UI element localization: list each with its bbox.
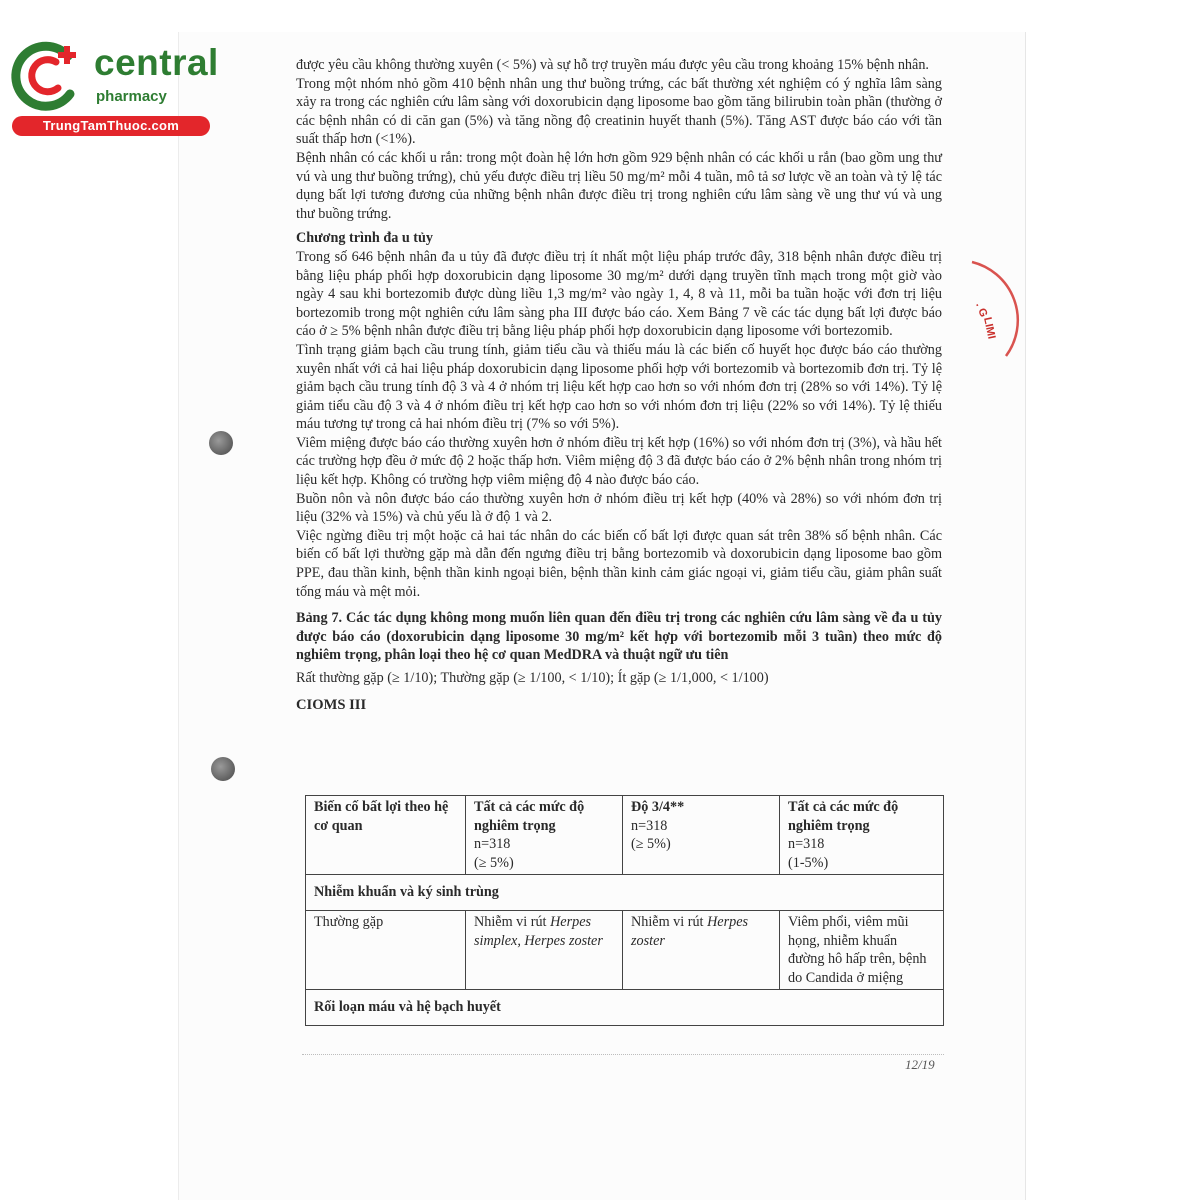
header-all-grades: Tất cả các mức độ nghiêm trọng n=318 (≥ 5%) [466, 796, 623, 875]
cell-grade-3-4: Nhiễm vi rút Herpes zoster [623, 910, 780, 989]
paragraph-discontinuation: Việc ngừng điều trị một hoặc cả hai tác nhân do các biến cố bất lợi được quan sát trên 38% số bệnh nhân. Các biến cố bất lợi thường gặp mà dẫn đến ngưng điều trị bằng bortezomib và doxorubicin dạng liposome bao gồm PPE, đau thần kinh, bệnh thần kinh ngoại biên, bệnh thần kinh cảm giác ngoại vi, giảm tiểu cầu, giảm phân suất tống máu và mệt mỏi. [296, 527, 942, 600]
paragraph-myeloma-program: Trong số 646 bệnh nhân đa u tủy đã được điều trị ít nhất một liệu pháp trước đây, 318 bệnh nhân được điều trị bằng liệu pháp phối hợp doxorubicin dạng liposome 30 mg/m² dưới dạng truyền tĩnh mạch trong một giờ vào ngày 4 sau khi bortezomib được dùng liều 1,3 mg/m² vào ngày 1, 4, 8 và 11, mỗi ba tuần hoặc với đơn trị liệu bortezomib trong một nghiên cứu lâm sàng pha III được báo cáo. Xem Bảng 7 về các tác dụng bất lợi được báo cáo ở ≥ 5% bệnh nhân được điều trị bằng liệu pháp phối hợp doxorubicin dạng liposome với bortezomib. [296, 248, 942, 340]
table-section-row [306, 990, 944, 1026]
table-row [306, 910, 944, 989]
document-body [296, 56, 942, 714]
punch-hole-bottom [211, 757, 235, 781]
header-all-grades-1-5: Tất cả các mức độ nghiêm trọng n=318 (1-5%) [780, 796, 944, 875]
svg-text:LIMI: LIMI [981, 316, 998, 341]
paragraph-solid-tumors: Bệnh nhân có các khối u rắn: trong một đoàn hệ lớn hơn gồm 929 bệnh nhân có các khối u rắn (bao gồm ung thư vú và ung thư buồng trứng), chủ yếu được điều trị liều 50 mg/m² mỗi 4 tuần, mô tả sơ lược về an toàn và tỷ lệ tác dụng bất lợi tương đương của những bệnh nhân được điều trị trong nghiên cứu lâm sàng về ung thư vú và ung thư buồng trứng. [296, 149, 942, 222]
cell-frequency: Thường gặp [306, 910, 466, 989]
table-caption: Bảng 7. Các tác dụng không mong muốn liên quan đến điều trị trong các nghiên cứu lâm sàng về đa u tủy được báo cáo (doxorubicin dạng liposome 30 mg/m² kết hợp với bortezomib mỗi 3 tuần) theo mức độ nghiêm trọng, phân loại theo hệ cơ quan MedDRA và thuật ngữ ưu tiên [296, 610, 942, 664]
cell-all-grades: Nhiễm vi rút Herpes simplex, Herpes zoster [466, 910, 623, 989]
svg-text:. G: . G [973, 300, 990, 319]
paragraph-stomatitis: Viêm miệng được báo cáo thường xuyên hơn ở nhóm điều trị kết hợp (16%) so với nhóm đơn trị (3%), và hầu hết các trường hợp đều ở mức độ 2 hoặc thấp hơn. Viêm miệng độ 3 đã được báo cáo ở 2% bệnh nhân trong nhóm trị liệu kết hợp. Không có trường hợp viêm miệng độ 4 nào được báo cáo. [296, 434, 942, 489]
cell-all-grades-1-5: Viêm phổi, viêm mũi họng, nhiễm khuẩn đường hô hấp trên, bệnh do Candida ở miệng [780, 910, 944, 989]
paragraph-hematologic: Tình trạng giảm bạch cầu trung tính, giảm tiểu cầu và thiếu máu là các biến cố huyết học được báo cáo thường xuyên nhất với cả hai liệu pháp doxorubicin dạng liposome phối hợp với bortezomib và bortezomib đơn trị. Tỷ lệ giảm bạch cầu trung tính độ 3 và 4 ở nhóm trị liệu kết hợp cao hơn so với nhóm đơn trị (28% so với 14%). Tỷ lệ giảm tiểu cầu độ 3 và 4 ở nhóm điều trị kết hợp cao hơn so với nhóm đơn trị liệu (22% so với 14%). Tỷ lệ thiếu máu tương tự trong cả hai nhóm điều trị (7% so với 5%). [296, 341, 942, 433]
paragraph-transfusion: được yêu cầu không thường xuyên (< 5%) và sự hỗ trợ truyền máu được yêu cầu trong khoảng 15% bệnh nhân. [296, 57, 929, 73]
paragraph-ovarian-cancer: Trong một nhóm nhỏ gồm 410 bệnh nhân ung thư buồng trứng, các bất thường xét nghiệm có ý nghĩa lâm sàng xảy ra trong các nghiên cứu lâm sàng với doxorubicin dạng liposome bao gồm tăng bilirubin toàn phần (thường ở các bệnh nhân có di căn gan (5%) và tăng nồng độ creatinin huyết thanh (5%). Tăng AST được báo cáo với tần suất thấp hơn (<1%). [296, 75, 942, 148]
punch-hole-top [209, 431, 233, 455]
section-infections: Nhiễm khuẩn và ký sinh trùng [306, 875, 944, 911]
section-heading-multiple-myeloma: Chương trình đa u tủy [296, 230, 434, 247]
company-stamp-icon [962, 256, 1022, 366]
adverse-events-table [305, 795, 944, 1026]
cioms-label: CIOMS III [296, 696, 367, 713]
table-header-row [306, 796, 944, 875]
logo-brand: central [94, 42, 219, 83]
header-grade-3-4: Độ 3/4** n=318 (≥ 5%) [623, 796, 780, 875]
logo-subtitle: pharmacy [96, 88, 167, 105]
frequency-legend: Rất thường gặp (≥ 1/10); Thường gặp (≥ 1/100, < 1/10); Ít gặp (≥ 1/1,000, < 1/100) [296, 670, 769, 686]
logo-website: TrungTamThuoc.com [12, 116, 210, 136]
paragraph-nausea: Buồn nôn và nôn được báo cáo thường xuyên hơn ở nhóm điều trị kết hợp (40% và 28%) so với nhóm đơn trị liệu (32% và 15%) và chủ yếu là ở độ 1 và 2. [296, 490, 942, 526]
logo-cross-icon [8, 38, 88, 116]
footer-divider [302, 1054, 944, 1055]
section-blood-lymphatic: Rối loạn máu và hệ bạch huyết [306, 990, 944, 1026]
central-pharmacy-logo [8, 38, 218, 138]
page-number: 12/19 [905, 1057, 935, 1072]
header-system-organ: Biến cố bất lợi theo hệ cơ quan [306, 796, 466, 875]
table-section-row [306, 875, 944, 911]
